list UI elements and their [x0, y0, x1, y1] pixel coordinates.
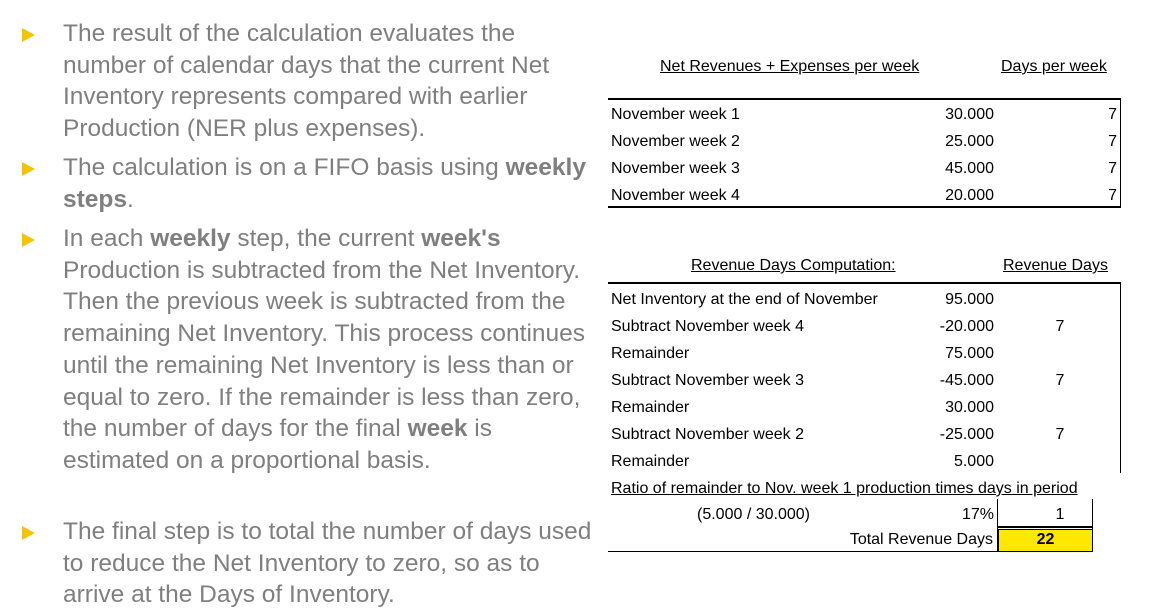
- table-row-label: Remainder: [611, 399, 690, 416]
- table-row-label: November week 4: [611, 187, 740, 204]
- table-row-label: Remainder: [611, 453, 690, 470]
- table-row-days: 7: [1108, 160, 1117, 177]
- table2-bottom-border: [608, 551, 1093, 552]
- bullet-text-part: .: [127, 185, 134, 213]
- table-row-value: 25.000: [945, 133, 994, 150]
- table-row-days: 7: [1055, 318, 1065, 335]
- table-row-value: 95.000: [945, 291, 994, 308]
- bullet-bold-text: weekly steps: [63, 154, 586, 213]
- bullet-item: [22, 152, 592, 215]
- triangle-bullet-icon: [22, 162, 35, 176]
- table-row-label: November week 3: [611, 160, 740, 177]
- bullet-bold-text: weekly: [150, 225, 231, 252]
- table1-top-border: [608, 98, 1121, 100]
- table-row-value: -45.000: [939, 372, 994, 389]
- table-row-value: 30.000: [945, 106, 994, 123]
- bullet-text-part: is estimated on a proportional basis.: [63, 415, 492, 474]
- table2-header-revenue-days: Revenue Days: [1003, 257, 1108, 274]
- bullet-bold-text: week: [407, 415, 468, 443]
- triangle-bullet-icon: [22, 233, 35, 247]
- bullet-text: [63, 225, 585, 474]
- table-row-label: Remainder: [611, 345, 690, 362]
- table-row-days: 7: [1055, 426, 1065, 443]
- table-row-value: 30.000: [945, 399, 994, 416]
- bullet-bold-text: week's: [421, 225, 501, 252]
- table2-top-border: [608, 282, 1121, 284]
- table2-header-computation: Revenue Days Computation:: [691, 257, 896, 274]
- bullet-text-part: Production is subtracted from the Net Inventory. Then the previous week is subtracted from the remaining Net Inventory. This process continues until the remaining Net Inventory is less than or equal to zero. If the remainder is less than zero, the number of days for the final: [63, 256, 586, 443]
- ratio-days: 1: [1055, 506, 1065, 523]
- bullet-text: [63, 518, 591, 608]
- table-row-value: -25.000: [939, 426, 994, 443]
- ratio-label: Ratio of remainder to Nov. week 1 production times days in period: [611, 480, 1078, 497]
- table-row-label: Subtract November week 3: [611, 372, 804, 389]
- table-row-label: Subtract November week 2: [611, 426, 804, 443]
- bullet-item: [22, 18, 592, 145]
- table-row-value: 20.000: [945, 187, 994, 204]
- ratio-underline: [997, 526, 1093, 528]
- ratio-formula: (5.000 / 30.000): [697, 506, 810, 523]
- triangle-bullet-icon: [22, 526, 35, 540]
- bullet-text-part: The final step is to total the number of days used to reduce the Net Inventory to zero, so as to arrive at the Days of Inventory.: [63, 518, 592, 609]
- table-row-label: Net Inventory at the end of November: [611, 291, 878, 308]
- bullet-item: [22, 516, 592, 611]
- bullet-text-part: In each: [63, 225, 151, 252]
- bullet-text: [63, 20, 549, 142]
- table2-right-border: [1120, 282, 1121, 473]
- table-row-label: November week 2: [611, 133, 740, 150]
- table-row-value: -20.000: [939, 318, 994, 335]
- bullet-item: [22, 223, 592, 477]
- bullet-text-part: The result of the calculation evaluates the number of calendar days that the current Net Inventory represents compared with earlier Production (NER plus expenses).: [63, 20, 550, 143]
- table-row-value: 5.000: [953, 453, 994, 470]
- table-row-label: November week 1: [611, 106, 740, 123]
- table-row-label: Subtract November week 4: [611, 318, 804, 335]
- table-row-days: 7: [1108, 187, 1117, 204]
- ratio-percent: 17%: [961, 506, 994, 523]
- table-row-value: 45.000: [945, 160, 994, 177]
- bullet-text-part: The calculation is on a FIFO basis using: [63, 154, 506, 181]
- bullet-text: [63, 154, 586, 213]
- table1-right-border: [1120, 98, 1121, 207]
- table-row-days: 7: [1108, 133, 1117, 150]
- table1-header-net-revenues: Net Revenues + Expenses per week: [660, 58, 920, 75]
- triangle-bullet-icon: [22, 28, 35, 42]
- table-row-days: 7: [1108, 106, 1117, 123]
- bullet-text-part: step, the current: [230, 225, 422, 252]
- total-value: 22: [1036, 531, 1055, 548]
- table-row-days: 7: [1055, 372, 1065, 389]
- table1-bottom-border: [608, 206, 1121, 208]
- total-label: Total Revenue Days: [849, 531, 993, 548]
- table1-header-days: Days per week: [1001, 58, 1107, 75]
- table-row-value: 75.000: [945, 345, 994, 362]
